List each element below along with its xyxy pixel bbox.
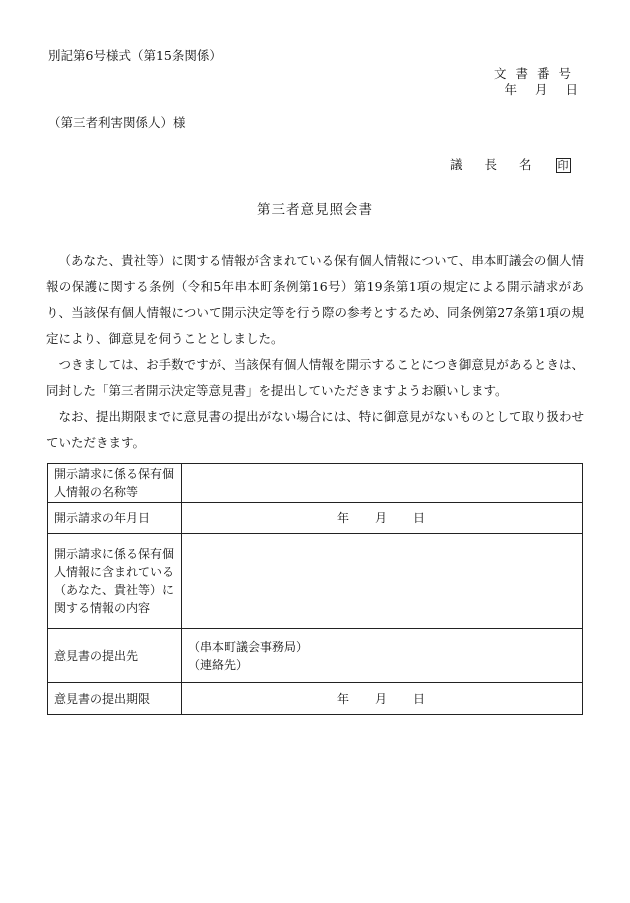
- request-date-month: 月: [374, 511, 389, 525]
- table-row: [48, 683, 583, 715]
- row-value-info-content: [182, 534, 583, 629]
- row-value-submission-to: [182, 629, 583, 683]
- row-label-deadline: 意見書の提出期限: [48, 683, 182, 715]
- request-date-year: 年: [336, 511, 351, 525]
- document-date: [490, 84, 582, 97]
- chair-role-char1: 議: [450, 157, 463, 172]
- body-paragraph: つきましては、お手数ですが、当該保有個人情報を開示することにつき御意見があるときは、同封した「第三者開示決定等意見書」を提出していただきますようお願いします。: [46, 357, 584, 398]
- row-label-info-content: 開示請求に係る保有個人情報に含まれている（あなた、貴社等）に関する情報の内容: [48, 534, 182, 629]
- submission-office: （串本町議会事務局）: [188, 639, 309, 654]
- chair-signature: [450, 158, 593, 173]
- row-label-info-name: 開示請求に係る保有個人情報の名称等: [48, 464, 182, 503]
- date-year: 年: [504, 82, 521, 97]
- request-date-day: 日: [413, 511, 428, 525]
- body-paragraph: （あなた、貴社等）に関する情報が含まれている保有個人情報について、串本町議会の個人情報の保護に関する条例（令和5年串本町条例第16号）第19条第1項の規定による開示請求があり、当該保有個人情報について開示決定等を行う際の参考とするため、同条例第27条第1項の規定により、御意見を伺うこととしました。: [46, 253, 584, 346]
- chair-role-char2: 長: [484, 157, 498, 172]
- recipient-line: （第三者利害関係人）様: [48, 115, 186, 130]
- row-value-deadline: [182, 683, 583, 715]
- deadline-month: 月: [374, 691, 389, 706]
- body-paragraph: なお、提出期限までに意見書の提出がない場合には、特に御意見がないものとして取り扱わせていただきます。: [46, 409, 584, 450]
- seal-mark: 印: [557, 159, 569, 172]
- date-month: 月: [534, 82, 552, 97]
- info-table: [47, 463, 583, 715]
- document-number: 文書番号: [493, 66, 580, 81]
- document-title: 第三者意見照会書: [257, 202, 373, 218]
- date-day: 日: [565, 82, 582, 97]
- form-label: 別記第6号様式（第15条関係）: [48, 48, 222, 63]
- table-row: [48, 534, 583, 629]
- deadline-year: 年: [336, 691, 351, 706]
- row-label-request-date: 開示請求の年月日: [48, 503, 182, 534]
- table-row: [48, 503, 583, 534]
- table-row: [48, 629, 583, 683]
- deadline-day: 日: [413, 691, 428, 706]
- row-label-submission-to: 意見書の提出先: [48, 629, 182, 683]
- chair-name: 名: [519, 157, 532, 172]
- body-text: [46, 248, 584, 456]
- table-row: [48, 464, 583, 503]
- row-value-request-date: [182, 503, 583, 534]
- submission-contact: （連絡先）: [188, 657, 249, 672]
- row-value-info-name: [182, 464, 583, 503]
